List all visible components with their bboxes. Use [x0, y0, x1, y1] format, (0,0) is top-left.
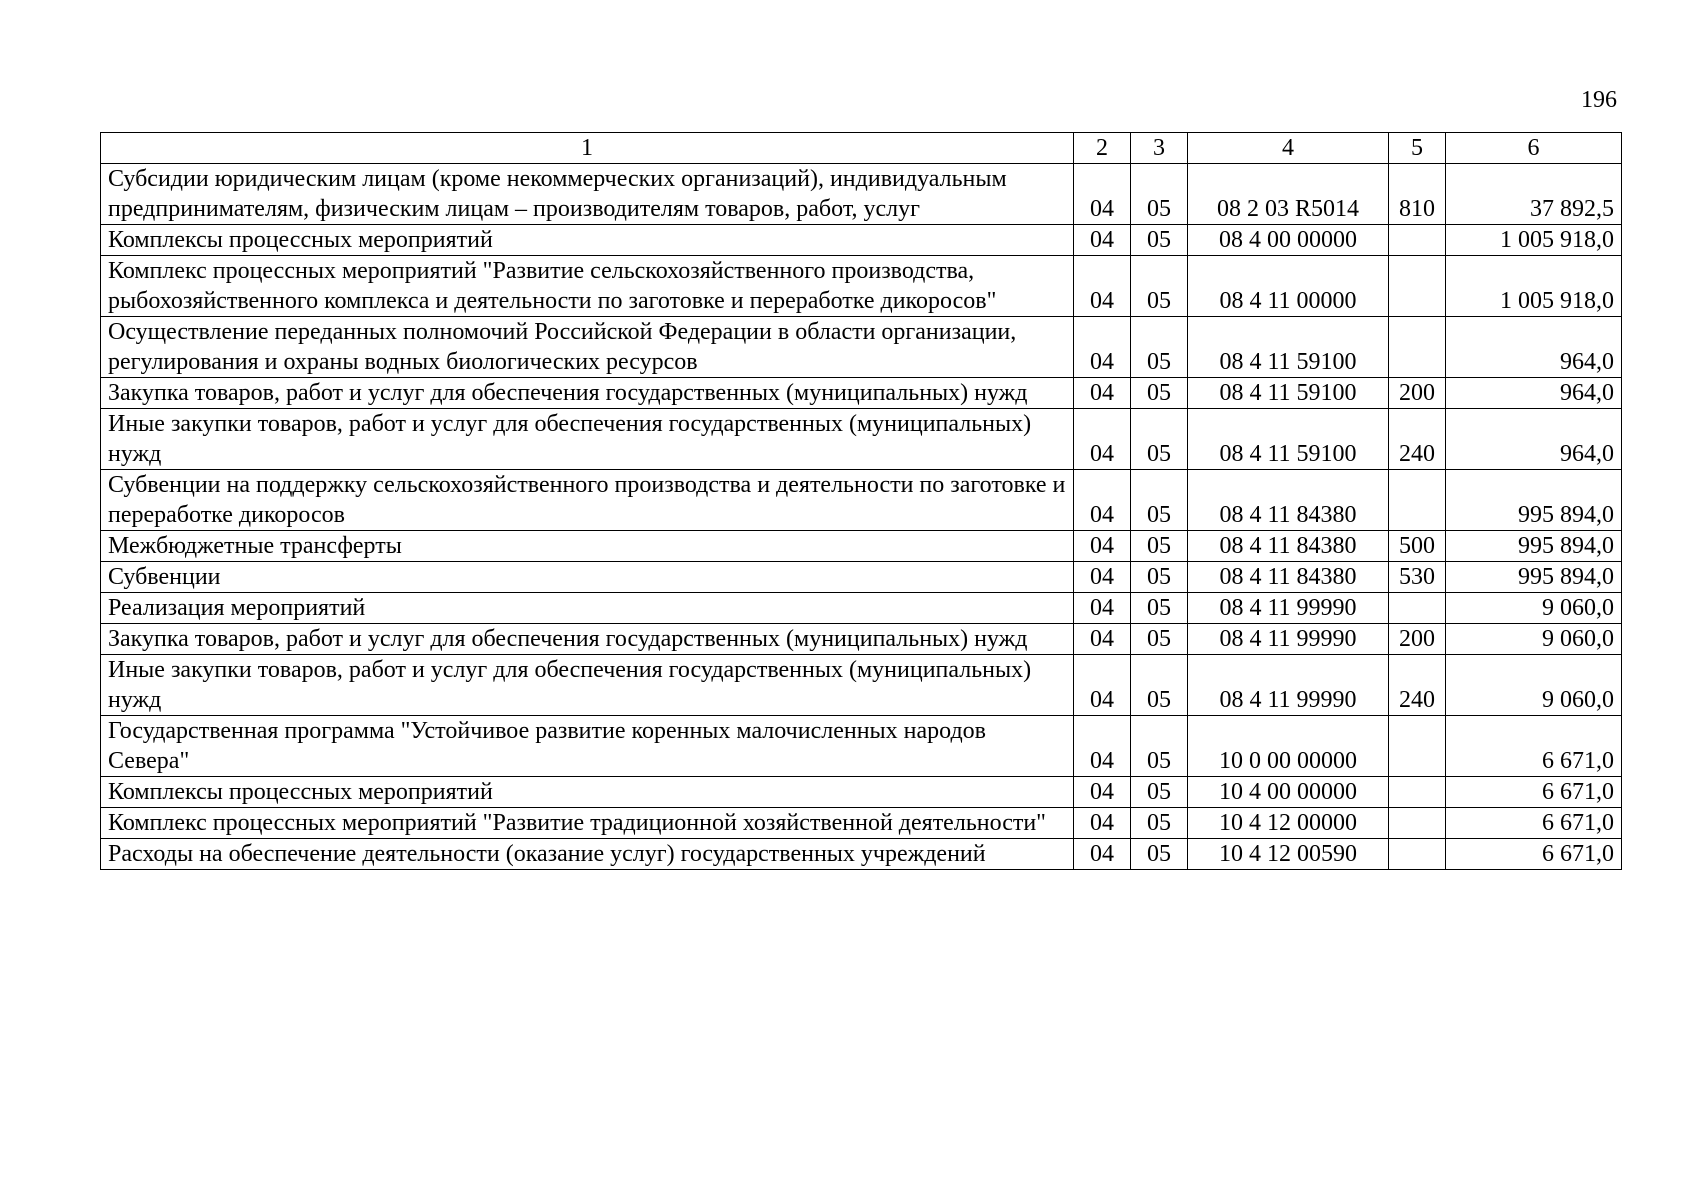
cell-amount: 37 892,5: [1446, 164, 1622, 225]
cell-subsection: 05: [1131, 808, 1188, 839]
table-row: [101, 777, 1622, 808]
cell-name: Иные закупки товаров, работ и услуг для обеспечения государственных (муниципальных) нужд: [101, 655, 1074, 716]
cell-subsection: 05: [1131, 164, 1188, 225]
cell-type: [1389, 593, 1446, 624]
cell-code: 08 4 11 59100: [1188, 378, 1389, 409]
cell-code: 10 4 00 00000: [1188, 777, 1389, 808]
cell-name: Государственная программа "Устойчивое развитие коренных малочисленных народов Севера": [101, 716, 1074, 777]
table-row: [101, 470, 1622, 531]
cell-code: 10 0 00 00000: [1188, 716, 1389, 777]
cell-section: 04: [1074, 716, 1131, 777]
budget-table: [100, 132, 1622, 870]
cell-section: 04: [1074, 409, 1131, 470]
cell-section: 04: [1074, 777, 1131, 808]
table-row: [101, 531, 1622, 562]
table-row: [101, 378, 1622, 409]
cell-type: [1389, 470, 1446, 531]
cell-amount: 6 671,0: [1446, 808, 1622, 839]
cell-section: 04: [1074, 378, 1131, 409]
cell-code: 08 4 11 99990: [1188, 655, 1389, 716]
header-cell-type: 5: [1389, 133, 1446, 164]
table-row: [101, 808, 1622, 839]
cell-section: 04: [1074, 655, 1131, 716]
table-row: [101, 593, 1622, 624]
cell-section: 04: [1074, 593, 1131, 624]
table-row: [101, 839, 1622, 870]
cell-section: 04: [1074, 256, 1131, 317]
cell-amount: 964,0: [1446, 409, 1622, 470]
cell-amount: 964,0: [1446, 378, 1622, 409]
cell-subsection: 05: [1131, 225, 1188, 256]
cell-type: [1389, 777, 1446, 808]
cell-subsection: 05: [1131, 655, 1188, 716]
cell-subsection: 05: [1131, 531, 1188, 562]
table-row: [101, 317, 1622, 378]
table-body: [101, 133, 1622, 870]
cell-name: Реализация мероприятий: [101, 593, 1074, 624]
cell-type: [1389, 256, 1446, 317]
cell-name: Осуществление переданных полномочий Российской Федерации в области организации, регулирования и охраны водных биологических ресурсов: [101, 317, 1074, 378]
cell-code: 10 4 12 00000: [1188, 808, 1389, 839]
cell-amount: 9 060,0: [1446, 593, 1622, 624]
cell-subsection: 05: [1131, 562, 1188, 593]
cell-amount: 6 671,0: [1446, 777, 1622, 808]
cell-section: 04: [1074, 164, 1131, 225]
cell-code: 10 4 12 00590: [1188, 839, 1389, 870]
cell-subsection: 05: [1131, 777, 1188, 808]
cell-name: Иные закупки товаров, работ и услуг для обеспечения государственных (муниципальных) нужд: [101, 409, 1074, 470]
table-row: [101, 256, 1622, 317]
cell-section: 04: [1074, 808, 1131, 839]
cell-type: [1389, 225, 1446, 256]
cell-subsection: 05: [1131, 470, 1188, 531]
cell-subsection: 05: [1131, 716, 1188, 777]
cell-code: 08 4 11 84380: [1188, 531, 1389, 562]
cell-type: [1389, 716, 1446, 777]
table-row: [101, 164, 1622, 225]
table-row: [101, 562, 1622, 593]
cell-type: 240: [1389, 655, 1446, 716]
cell-subsection: 05: [1131, 624, 1188, 655]
page-number: 196: [1581, 87, 1617, 113]
cell-type: [1389, 808, 1446, 839]
cell-amount: 6 671,0: [1446, 839, 1622, 870]
cell-code: 08 4 11 59100: [1188, 409, 1389, 470]
cell-type: 240: [1389, 409, 1446, 470]
cell-name: Субсидии юридическим лицам (кроме некоммерческих организаций), индивидуальным предпринимателям, физическим лицам – производителям товаров, работ, услуг: [101, 164, 1074, 225]
cell-code: 08 4 11 00000: [1188, 256, 1389, 317]
cell-name: Закупка товаров, работ и услуг для обеспечения государственных (муниципальных) нужд: [101, 378, 1074, 409]
header-cell-section: 2: [1074, 133, 1131, 164]
cell-name: Комплексы процессных мероприятий: [101, 777, 1074, 808]
header-cell-subsection: 3: [1131, 133, 1188, 164]
cell-subsection: 05: [1131, 593, 1188, 624]
cell-type: [1389, 839, 1446, 870]
cell-name: Комплексы процессных мероприятий: [101, 225, 1074, 256]
cell-name: Комплекс процессных мероприятий "Развитие традиционной хозяйственной деятельности": [101, 808, 1074, 839]
cell-section: 04: [1074, 225, 1131, 256]
cell-section: 04: [1074, 317, 1131, 378]
cell-amount: 1 005 918,0: [1446, 225, 1622, 256]
cell-name: Комплекс процессных мероприятий "Развитие сельскохозяйственного производства, рыбохозяйственного комплекса и деятельности по заготовке и переработке дикоросов": [101, 256, 1074, 317]
cell-type: 200: [1389, 378, 1446, 409]
header-cell-code: 4: [1188, 133, 1389, 164]
cell-section: 04: [1074, 839, 1131, 870]
table-row: [101, 624, 1622, 655]
cell-type: 200: [1389, 624, 1446, 655]
table-header-row: [101, 133, 1622, 164]
table-row: [101, 655, 1622, 716]
cell-amount: 964,0: [1446, 317, 1622, 378]
cell-code: 08 4 00 00000: [1188, 225, 1389, 256]
cell-subsection: 05: [1131, 317, 1188, 378]
cell-name: Субвенции на поддержку сельскохозяйственного производства и деятельности по заготовке и переработке дикоросов: [101, 470, 1074, 531]
cell-amount: 995 894,0: [1446, 562, 1622, 593]
table-row: [101, 409, 1622, 470]
header-cell-name: 1: [101, 133, 1074, 164]
cell-code: 08 4 11 99990: [1188, 593, 1389, 624]
cell-type: 500: [1389, 531, 1446, 562]
cell-code: 08 2 03 R5014: [1188, 164, 1389, 225]
cell-section: 04: [1074, 531, 1131, 562]
cell-amount: 9 060,0: [1446, 624, 1622, 655]
cell-section: 04: [1074, 624, 1131, 655]
cell-type: [1389, 317, 1446, 378]
cell-name: Субвенции: [101, 562, 1074, 593]
cell-code: 08 4 11 84380: [1188, 470, 1389, 531]
table-row: [101, 716, 1622, 777]
cell-subsection: 05: [1131, 409, 1188, 470]
cell-subsection: 05: [1131, 378, 1188, 409]
cell-name: Закупка товаров, работ и услуг для обеспечения государственных (муниципальных) нужд: [101, 624, 1074, 655]
cell-name: Межбюджетные трансферты: [101, 531, 1074, 562]
cell-subsection: 05: [1131, 839, 1188, 870]
cell-amount: 9 060,0: [1446, 655, 1622, 716]
cell-amount: 995 894,0: [1446, 531, 1622, 562]
cell-code: 08 4 11 84380: [1188, 562, 1389, 593]
cell-subsection: 05: [1131, 256, 1188, 317]
cell-name: Расходы на обеспечение деятельности (оказание услуг) государственных учреждений: [101, 839, 1074, 870]
cell-section: 04: [1074, 470, 1131, 531]
cell-code: 08 4 11 59100: [1188, 317, 1389, 378]
cell-section: 04: [1074, 562, 1131, 593]
cell-type: 810: [1389, 164, 1446, 225]
cell-amount: 6 671,0: [1446, 716, 1622, 777]
cell-amount: 1 005 918,0: [1446, 256, 1622, 317]
header-cell-amount: 6: [1446, 133, 1622, 164]
cell-type: 530: [1389, 562, 1446, 593]
table-row: [101, 225, 1622, 256]
cell-amount: 995 894,0: [1446, 470, 1622, 531]
cell-code: 08 4 11 99990: [1188, 624, 1389, 655]
